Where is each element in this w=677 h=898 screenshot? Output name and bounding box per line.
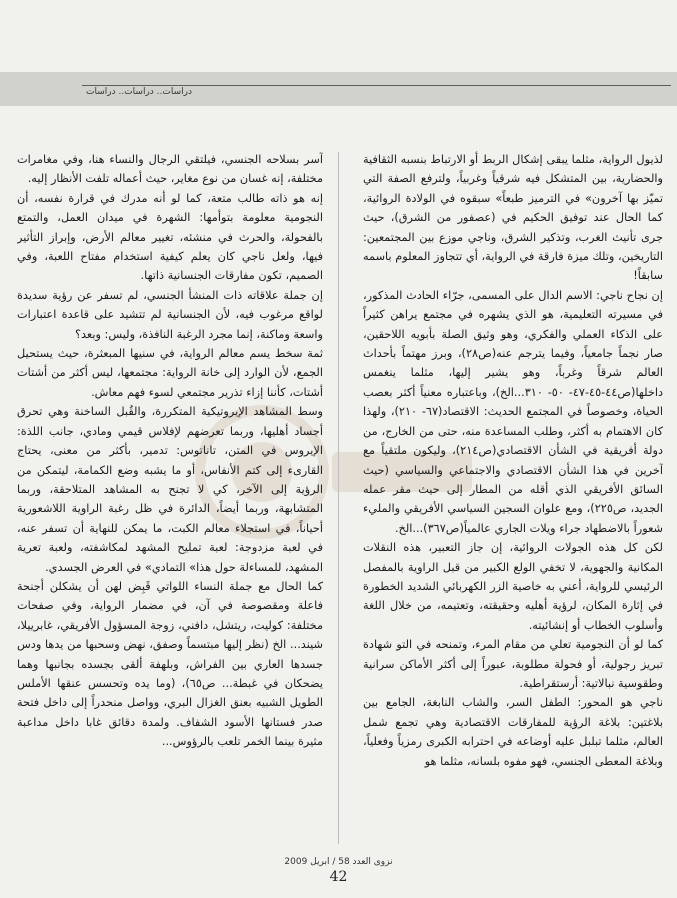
paragraph: آسر بسلاحه الجنسي، فيلتقي الرجال والنساء هنا، وفي مغامرات مختلفة، إنه غسان من نوع مغاير، حيث أعماله تلفت الأنظار إليه. [17,153,323,186]
paragraph: ثمة سخط يسم معالم الرواية، في سنيها المبعثرة، حيث يستحيل الجمع، لأن الوارد إلى خانة الرواية: مجتمعها، ليس أكثر من أشتات أشتات، كأننا إزاء تذرير مجتمعي لسوء فهم معاش. [17,347,323,399]
section-header-rule [82,85,671,86]
column-divider [338,152,339,844]
section-label: دراسات.. دراسات.. دراسات [86,87,192,97]
text-column-left [17,150,323,850]
paragraph: كما لو أن النجومية تعلي من مقام المرء، وتمنحه في التو شهادة تبريز رجولية، أو فحولة مطلوبة، عبوراً إلى أكثر الأماكن سرانية وطقوسية نبالاتية: أرستقراطية. [363,638,663,690]
paragraph: إنه هو ذاته طالب متعة، كما لو أنه مدرك في قرارة نفسه، أن النجومية معلومة بتوأمها: الشهرة في ميدان العمل، والتمتع بالفحولة، والحرث في منشئه، تغيير معالم الأرض، وإبراز التأثير فيها، ولعل ناجي كان يعلم كيفية استخدام مفتاح اللعبة، وفي الصميم، تكون مفارقات الجنسانية ذاتها. [17,191,323,283]
paragraph: لكن كل هذه الجولات الروائية، إن جاز التعبير، هذه النقلات المكانية والجهوية، لا تخفي الولع الكبير من قبل الراوية بالمفصل الرئيسي للرواية، أعني به خاصية الزر الكهربائي الشديد الخطورة في إثارة المكان، لرؤية أهليه وحقيقته، وتعتيمه، من خلال اللغة وأسلوب الخطاب أو إنشائيته. [363,541,663,632]
paragraph: إن نجاح ناجي: الاسم الدال على المسمى، جرّاء الحادث المذكور، في مسيرته التعليمية، هو الذي يشهره في مجتمع يراهن كثيراً على الذكاء العملي والفكري، وهو وثيق الصلة بأبويه اللاحقين، صار نجماً جامعياً، وفيما يترجم عنه(ص٢٨)، وبرز مهتماً بأحداث العالم شرقاً وغرباً، وهو يشير إليها، مثلما ينغمس داخلها(ص٤٤-٤٥-٤٧- ٥٠- ٣١٠...الخ)، وباعتباره معنياً أكثر بعصب الحياة، وخصوصاً في المجتمع الحديث: الاقتصاد(٦٧- ٢١٠)، ولهذا كان الاهتمام به أكثر، وطلب المساعدة منه، حتى من الخارج، من دولة أفريقية في الشأن الاقتصادي(ص٢١٤)، وليكون ملتقياً مع آخرين في هذا الشأن الاقتصادي والاجتماعي والسياسي (حيث السائق الأفريقي الذي أقله من المطار إلى حيث مقر عمله الجديد، ص٢٢٥)، ومع علوان السجين السياسي الأفريقي والمليء شعوراً بالاضطهاد جراء ويلات الجاري عالمياً(ص٣٦٧)...الخ. [363,288,663,535]
paragraph: وسط المشاهد الإيروتيكية المتكررة، والقُبل الساخنة وهي تحرق أجساد أهليها، وربما تعرضهم لإفلاس قيمي ومادي، جانب اللذة: الإيروس في المتن، تاناتوس: تدمير، بأكثر من معنى، يحتاج القارىء إلى كتم الأنفاس، أو ما يشبه وضع الكمامة، ليتمكن من الرؤية إلى الآخر، كي لا تجنح به المشاهد المتلاحقة، وربما المتشابهة، وربما أيضاً، الدائرة في ظل رغبة الراوية اللاشعورية أحياناً، في استجلاء معالم الكبت، ما يمكن للنهاية أن تسفر عنه، في لعبة مزدوجة: لعبة تمليح المشهد لمكاشفته، ولعبة تعرية المشهد، للمساءلة حول هذا» التمادي» في العرض الجسدي. [17,405,323,574]
footer-issue-line: نزوى العدد 58 / ابريل 2009 [284,857,393,867]
paragraph: ناجي هو المحور: الطفل السر، والشاب النابغة، الجامع بين بلاغتين: بلاغة الرؤية للمفارقات الاقتصادية وهي تجمع شمل العالم، مثلما تبلبل عليه أوضاعه في احترابه الكبرى رمزياً وفعلياً، وبلاغة المعطى الجنسي، فهو مفوه بلسانه، مثلما هو [363,696,663,768]
paragraph: كما الحال مع جملة النساء اللواتي قَبِض لهن أن يشكلن أجنحة فاعلة ومقصوصة في آن، في مضمار الرواية، وفي صفحات مختلفة: كوليت، ريتشل، دافني، زوجة المسؤول الأفريقي، غابرييلا، شيند... الخ (نظر إليها مبتسماً وصفق، نهض وسحبها من يدها ودس جسدها العاري بين الفراش، وبلهفة ألقى بجسده بجانبها وهما يضحكان في غبطة... ص٦٥)، (وما يده وتحسس عنقها الأملس الطويل الشبيه بعنق الغزال البري، وواصل منحدراً إلى داخل فتحة صدر فستانها الأسود الشفاف. ولمدة دقائق غابا داخل مداعبة مثيرة بينما الخمر تلعب بالرؤوس... [17,579,323,749]
paragraph: لذيول الرواية، مثلما يبقى إشكال الربط أو الارتباط بنسبه الثقافية والحضارية، بين المتشكل فيه شرقياً وغربياً، ولترفع الصفة التي تميّز بها آخرون» في الترميز طبعاً» سبقوه في الولادة الروائية، كما الحال عند توفيق الحكيم في (عصفور من الشرق)، حيث جرى تأنيث الغرب، وتذكير الشرق، وناجي موزع بين المجتمعين: التاريخين، وتلك ميزة فارقة في الرواية، أي تتجاوز المعلوم باسمه سابقاً! [363,153,663,283]
page-number: 42 [329,869,348,885]
paragraph: إن جملة علاقاته ذات المنشأ الجنسي، لم تسفر عن رؤية سديدة لواقع مرغوب فيه، لأن الجنسانية لم تتشيد على قاعدة اعتبارات واسعة وماكنة، إنما مجرد الرغبة النافذة، وليس: وبعد؟ [17,288,323,341]
text-column-right [363,150,663,850]
